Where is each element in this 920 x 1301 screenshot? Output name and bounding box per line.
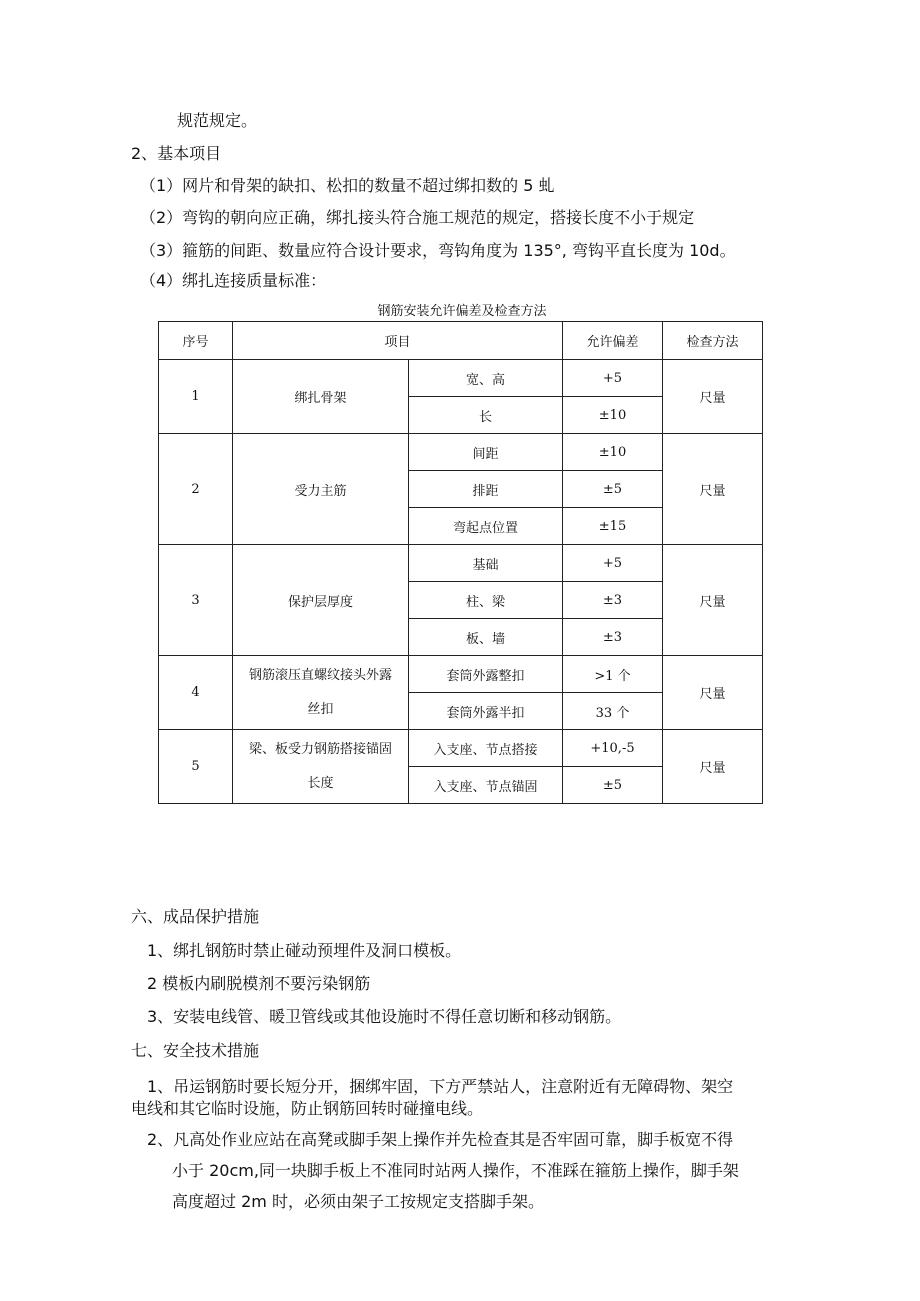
section6-item-2: 2 模板内刷脱模剂不要污染钢筋 bbox=[147, 974, 371, 993]
table-row bbox=[159, 656, 763, 693]
row-subitem: 入支座、节点搭接 bbox=[409, 730, 563, 767]
basic-item-1: （1）网片和骨架的缺扣、松扣的数量不超过绑扣数的 5 虬 bbox=[140, 176, 555, 195]
row-method: 尺量 bbox=[663, 434, 763, 545]
row-tolerance: +5 bbox=[563, 360, 663, 397]
row-number: 1 bbox=[159, 360, 233, 434]
table-row bbox=[159, 434, 763, 471]
row-tolerance: >1 个 bbox=[563, 656, 663, 693]
row-subitem: 排距 bbox=[409, 471, 563, 508]
row-item bbox=[233, 730, 409, 804]
row-method: 尺量 bbox=[663, 360, 763, 434]
section7-heading: 七、安全技术措施 bbox=[131, 1041, 260, 1060]
table-row bbox=[159, 545, 763, 582]
section7-item-2-line3: 高度超过 2m 时，必须由架子工按规定支搭脚手架。 bbox=[172, 1192, 544, 1211]
table-header-row bbox=[159, 322, 763, 360]
row-item-line1: 钢筋滚压直螺纹接头外露 bbox=[248, 667, 392, 683]
row-method: 尺量 bbox=[663, 545, 763, 656]
row-item-line1: 梁、板受力钢筋搭接锚固 bbox=[248, 741, 392, 757]
section7-item-1-line2: 电线和其它临时设施，防止钢筋回转时碰撞电线。 bbox=[131, 1099, 484, 1118]
row-method: 尺量 bbox=[663, 656, 763, 730]
row-tolerance: ±10 bbox=[563, 434, 663, 471]
section6-item-3: 3、安装电线管、暖卫管线或其他设施时不得任意切断和移动钢筋。 bbox=[147, 1007, 622, 1026]
section6-heading: 六、成品保护措施 bbox=[131, 907, 260, 926]
row-tolerance: ±3 bbox=[563, 619, 663, 656]
table-row bbox=[159, 730, 763, 767]
row-tolerance: ±15 bbox=[563, 508, 663, 545]
row-subitem: 板、墙 bbox=[409, 619, 563, 656]
basic-item-2: （2）弯钩的朝向应正确，绑扎接头符合施工规范的规定，搭接长度不小于规定 bbox=[140, 208, 695, 227]
row-subitem: 宽、高 bbox=[409, 360, 563, 397]
row-item: 绑扎骨架 bbox=[233, 360, 409, 434]
tolerance-table bbox=[158, 321, 763, 804]
section7-item-2-line2: 小于 20cm,同一块脚手板上不准同时站两人操作，不准踩在箍筋上操作，脚手架 bbox=[172, 1161, 739, 1180]
row-item-line2: 长度 bbox=[307, 775, 334, 791]
row-item: 受力主筋 bbox=[233, 434, 409, 545]
table-caption: 钢筋安装允许偏差及检查方法 bbox=[377, 304, 547, 319]
row-method: 尺量 bbox=[663, 730, 763, 804]
section7-item-2-line1: 2、凡高处作业应站在高凳或脚手架上操作并先检查其是否牢固可靠，脚手板宽不得 bbox=[147, 1130, 734, 1149]
row-subitem: 入支座、节点锚固 bbox=[409, 767, 563, 804]
heading-basic-items: 2、基本项目 bbox=[131, 144, 222, 163]
row-subitem: 长 bbox=[409, 397, 563, 434]
row-number: 2 bbox=[159, 434, 233, 545]
header-item: 项目 bbox=[233, 322, 563, 360]
row-tolerance: ±10 bbox=[563, 397, 663, 434]
row-tolerance: +5 bbox=[563, 545, 663, 582]
row-tolerance: ±5 bbox=[563, 767, 663, 804]
row-number: 5 bbox=[159, 730, 233, 804]
row-subitem: 间距 bbox=[409, 434, 563, 471]
basic-item-3: （3）箍筋的间距、数量应符合设计要求，弯钩角度为 135°, 弯钩平直长度为 10d。 bbox=[140, 241, 736, 260]
section6-item-1: 1、绑扎钢筋时禁止碰动预埋件及洞口模板。 bbox=[147, 941, 462, 960]
row-subitem: 套筒外露半扣 bbox=[409, 693, 563, 730]
row-tolerance: ±5 bbox=[563, 471, 663, 508]
table-row bbox=[159, 360, 763, 397]
row-subitem: 柱、梁 bbox=[409, 582, 563, 619]
row-number: 4 bbox=[159, 656, 233, 730]
header-method: 检查方法 bbox=[663, 322, 763, 360]
row-subitem: 套筒外露整扣 bbox=[409, 656, 563, 693]
row-item bbox=[233, 656, 409, 730]
row-subitem: 弯起点位置 bbox=[409, 508, 563, 545]
basic-item-4: （4）绑扎连接质量标准： bbox=[140, 271, 327, 290]
row-item: 保护层厚度 bbox=[233, 545, 409, 656]
header-tolerance: 允许偏差 bbox=[563, 322, 663, 360]
header-no: 序号 bbox=[159, 322, 233, 360]
row-item-line2: 丝扣 bbox=[307, 701, 334, 717]
row-subitem: 基础 bbox=[409, 545, 563, 582]
row-tolerance: 33 个 bbox=[563, 693, 663, 730]
row-number: 3 bbox=[159, 545, 233, 656]
text-line-spec-end: 规范规定。 bbox=[177, 111, 258, 130]
section7-item-1-line1: 1、吊运钢筋时要长短分开，捆绑牢固，下方严禁站人，注意附近有无障碍物、架空 bbox=[147, 1077, 734, 1096]
row-tolerance: ±3 bbox=[563, 582, 663, 619]
row-tolerance: +10,-5 bbox=[563, 730, 663, 767]
